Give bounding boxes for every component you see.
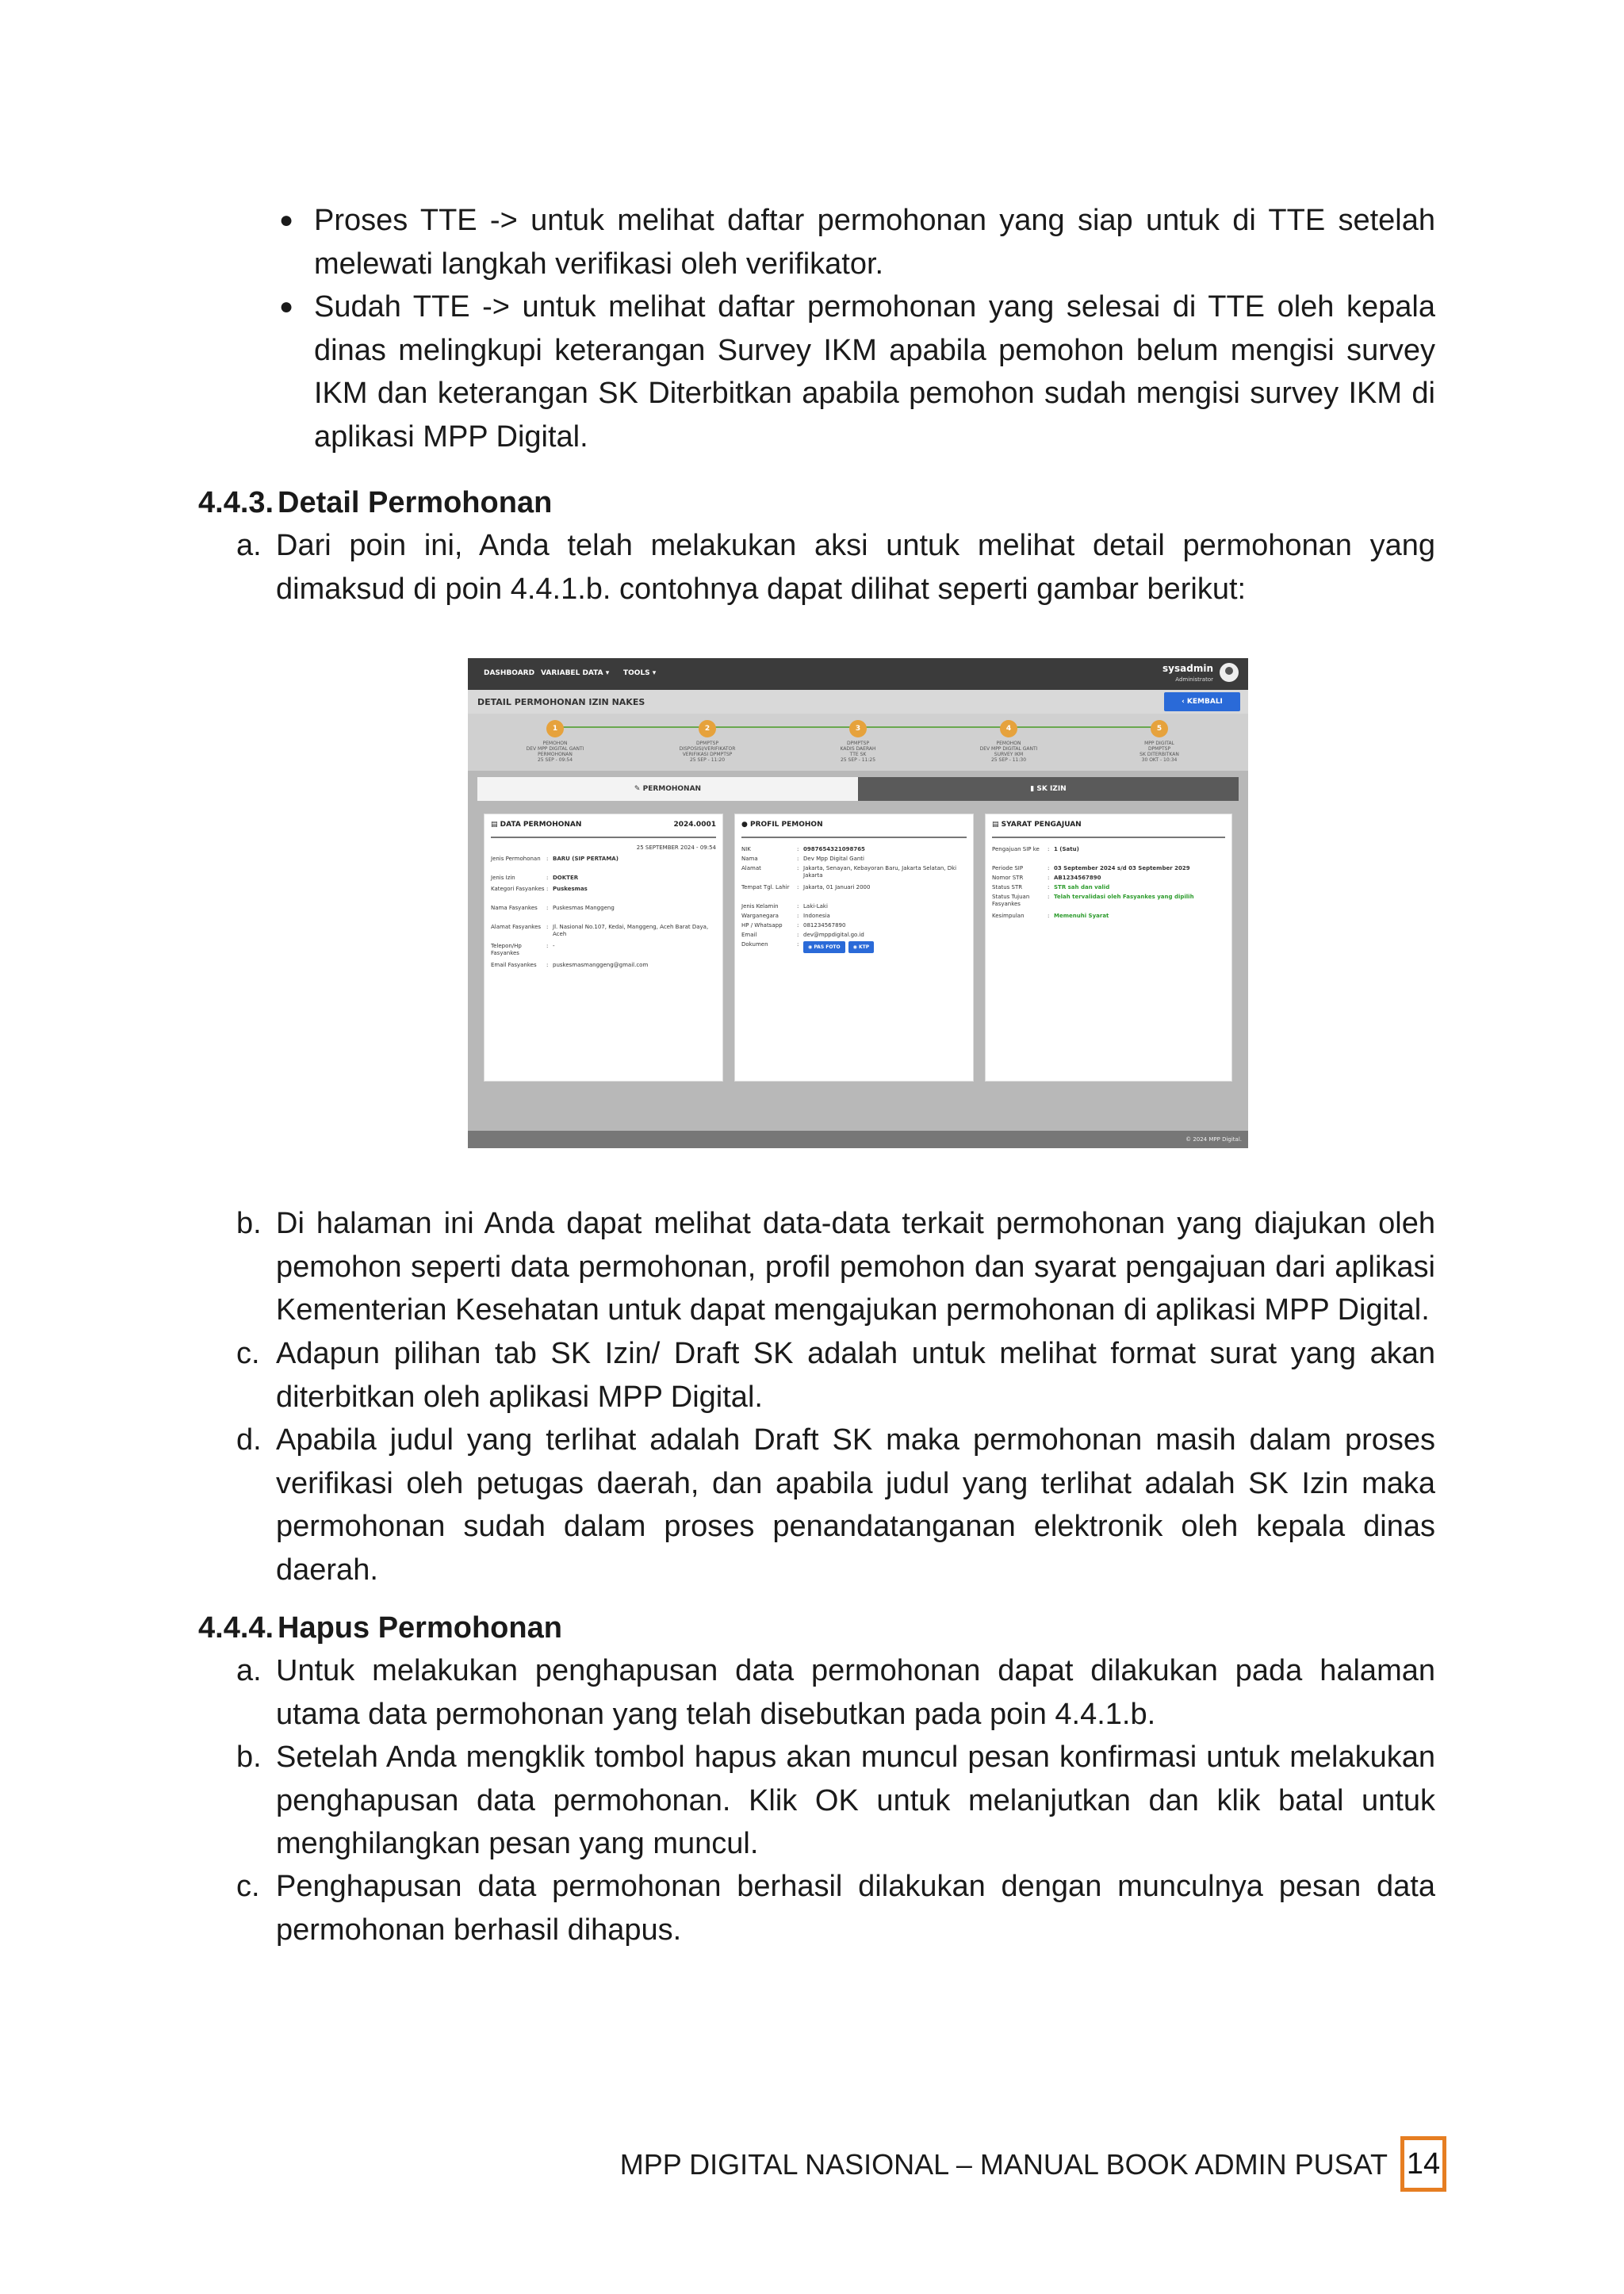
row-key: Tempat Tgl. Lahir: [741, 884, 790, 890]
row-separator: :: [546, 924, 549, 930]
row-key: Status STR: [992, 884, 1023, 890]
row-value: DOKTER: [553, 875, 579, 881]
row-value: Jakarta, Senayan, Kebayoran Baru, Jakarta Selatan, Dki Jakarta: [803, 865, 957, 879]
row-key: Jenis Permohonan: [491, 856, 541, 862]
nav-dashboard[interactable]: DASHBOARD: [484, 669, 535, 677]
row-value: 1 (Satu): [1054, 846, 1079, 852]
row-key: Nama Fasyankes: [491, 905, 538, 911]
step-label: DPMPTSP KADIS DAERAH TTE SK 25 SEP - 11:25: [840, 741, 876, 763]
table-row: [992, 894, 1225, 911]
eye-icon: ◉: [852, 944, 859, 950]
row-value: Jl. Nasional No.107, Kedai, Manggeng, Aceh Barat Daya, Aceh: [553, 924, 709, 937]
row-separator: :: [797, 913, 799, 919]
row-separator: :: [546, 943, 549, 949]
permohonan-number: 2024.0001: [673, 821, 716, 829]
panel-header: [491, 821, 716, 838]
step-dot: 5: [1151, 720, 1168, 737]
row-value: STR sah dan valid: [1054, 884, 1110, 890]
avatar-icon[interactable]: [1220, 663, 1239, 682]
page-number: 14: [1400, 2136, 1446, 2192]
row-separator: :: [1048, 894, 1050, 900]
row-key: Email: [741, 932, 757, 938]
row-value: 0987654321098765: [803, 846, 865, 852]
row-separator: :: [797, 932, 799, 938]
step-item: [508, 720, 603, 763]
user-name: sysadmin: [1162, 663, 1213, 674]
item-marker: b.: [236, 1741, 262, 1774]
section-title-443: Detail Permohonan: [278, 486, 553, 519]
tab-label: SK IZIN: [1036, 785, 1067, 793]
edit-icon: ✎: [634, 785, 643, 793]
section-number-444: 4.4.4.: [198, 1611, 274, 1645]
row-separator: :: [1048, 884, 1050, 890]
step-item: [1112, 720, 1207, 763]
row-separator: :: [546, 856, 549, 862]
copyright: © 2024 MPP Digital.: [1185, 1136, 1242, 1143]
table-row: [491, 924, 716, 941]
row-key: Nomor STR: [992, 875, 1024, 881]
table-row: [741, 941, 967, 956]
chevron-left-icon: ‹: [1182, 698, 1187, 706]
bookmark-icon: ▮: [1030, 785, 1037, 793]
row-separator: :: [797, 856, 799, 862]
tab-permohonan[interactable]: [477, 777, 858, 801]
row-separator: :: [797, 922, 799, 929]
kembali-button[interactable]: [1164, 692, 1240, 711]
row-separator: :: [546, 886, 549, 892]
table-row: [491, 886, 716, 903]
row-value: AB1234567890: [1054, 875, 1101, 881]
table-row: [741, 884, 967, 902]
row-separator: :: [546, 905, 549, 911]
row-value: BARU (SIP PERTAMA): [553, 856, 619, 862]
table-row: [491, 875, 716, 884]
item-marker: b.: [236, 1207, 262, 1240]
item-444-a: Untuk melakukan penghapusan data permohonan dapat dilakukan pada halaman utama data permohonan yang telah disebutkan pada poin 4.4.1.b.: [276, 1654, 1435, 1731]
panel-header: [741, 821, 967, 838]
eye-icon: ◉: [808, 944, 814, 950]
step-dot: 2: [699, 720, 716, 737]
panel-header: [992, 821, 1225, 838]
step-item: [810, 720, 906, 763]
row-value: puskesmasmanggeng@gmail.com: [553, 962, 649, 968]
row-key: Nama: [741, 856, 758, 862]
row-key: HP / Whatsapp: [741, 922, 783, 929]
row-value: -: [553, 943, 555, 949]
row-separator: :: [1048, 875, 1050, 881]
item-marker: d.: [236, 1423, 262, 1457]
tab-label: PERMOHONAN: [642, 785, 702, 793]
row-key: Kesimpulan: [992, 913, 1025, 919]
nav-tools[interactable]: TOOLS ▾: [623, 669, 657, 677]
table-row: [491, 943, 716, 960]
section-title-444: Hapus Permohonan: [278, 1611, 562, 1645]
row-value: dev@mppdigital.go.id: [803, 932, 864, 938]
row-key: Jenis Izin: [491, 875, 515, 881]
row-key: Jenis Kelamin: [741, 903, 779, 910]
kembali-label: KEMBALI: [1186, 698, 1223, 706]
row-value: Memenuhi Syarat: [1054, 913, 1109, 919]
row-value: Dev Mpp Digital Ganti: [803, 856, 864, 862]
button-label: PAS FOTO: [814, 944, 841, 950]
document-icon: ▤: [992, 821, 1002, 829]
row-key: NIK: [741, 846, 751, 852]
row-key: Periode SIP: [992, 865, 1024, 871]
step-label: MPP DIGITAL DPMPTSP SK DITERBITKAN 30 OKT - 10:34: [1139, 741, 1179, 763]
row-key: Email Fasyankes: [491, 962, 537, 968]
row-key: Warganegara: [741, 913, 779, 919]
panel-title: SYARAT PENGAJUAN: [1001, 821, 1082, 829]
step-label: PEMOHON DEV MPP DIGITAL GANTI PERMOHONAN 25 SEP - 09:54: [526, 741, 584, 763]
row-separator: :: [1048, 913, 1050, 919]
table-row: [491, 856, 716, 873]
panel-profil-pemohon: [734, 814, 974, 1082]
row-separator: :: [797, 865, 799, 871]
item-443-a: Dari poin ini, Anda telah melakukan aksi untuk melihat detail permohonan yang dimaksud di poin 4.4.1.b. contohnya dapat dilihat seperti gambar berikut:: [276, 529, 1435, 606]
panel-syarat-pengajuan: [985, 814, 1232, 1082]
step-item: [660, 720, 755, 763]
detail-tabs: [477, 777, 1239, 801]
user-icon: ●: [741, 821, 750, 829]
step-dot: 1: [546, 720, 564, 737]
row-value: Laki-Laki: [803, 903, 828, 910]
bullet-dot: ●: [279, 293, 294, 320]
panel-title: PROFIL PEMOHON: [750, 821, 823, 829]
step-item: [961, 720, 1056, 763]
bullet-proses-tte: Proses TTE -> untuk melihat daftar permohonan yang siap untuk di TTE setelah melewati langkah verifikasi oleh verifikator.: [314, 204, 1435, 281]
row-value: 081234567890: [803, 922, 846, 929]
table-row: [491, 905, 716, 922]
top-navbar: [468, 658, 1248, 690]
item-marker: a.: [236, 1654, 262, 1687]
item-marker: c.: [236, 1337, 260, 1370]
progress-stepper: [468, 714, 1248, 771]
row-separator: :: [1048, 865, 1050, 871]
detail-permohonan-screenshot: [468, 658, 1248, 1148]
section-number-443: 4.4.3.: [198, 486, 274, 519]
item-443-b: Di halaman ini Anda dapat melihat data-data terkait permohonan yang diajukan oleh pemohon seperti data permohonan, profil pemohon dan syarat pengajuan dari aplikasi Kementerian Kesehatan untuk dapat mengajukan permohonan di aplikasi MPP Digital.: [276, 1207, 1435, 1327]
step-dot: 4: [1000, 720, 1017, 737]
panel-data-permohonan: [484, 814, 723, 1082]
row-separator: :: [797, 941, 799, 948]
row-value: Indonesia: [803, 913, 830, 919]
permohonan-date: 25 SEPTEMBER 2024 - 09:54: [636, 844, 716, 851]
item-444-c: Penghapusan data permohonan berhasil dilakukan dengan munculnya pesan data permohonan berhasil dihapus.: [276, 1870, 1435, 1947]
bullet-sudah-tte: Sudah TTE -> untuk melihat daftar permohonan yang selesai di TTE oleh kepala dinas melingkupi keterangan Survey IKM apabila pemohon belum mengisi survey IKM dan keterangan SK Diterbitkan apabila pemohon sudah mengisi survey IKM di aplikasi MPP Digital.: [314, 290, 1435, 454]
row-key: Alamat Fasyankes: [491, 924, 542, 930]
step-dot: 3: [849, 720, 867, 737]
pas-foto-button[interactable]: [803, 941, 845, 953]
row-key: Telepon/Hp Fasyankes: [491, 943, 522, 956]
row-key: Pengajuan SIP ke: [992, 846, 1040, 852]
screenshot-footer: [468, 1131, 1248, 1148]
row-separator: :: [797, 884, 799, 890]
row-key: Kategori Fasyankes: [491, 886, 545, 892]
bullet-dot: ●: [279, 207, 294, 233]
row-separator: :: [797, 846, 799, 852]
row-value: Jakarta, 01 Januari 2000: [803, 884, 871, 890]
page-title: DETAIL PERMOHONAN IZIN NAKES: [477, 697, 645, 707]
table-row: [491, 962, 716, 979]
row-separator: :: [546, 962, 549, 968]
item-443-d: Apabila judul yang terlihat adalah Draft SK maka permohonan masih dalam proses verifikasi oleh petugas daerah, dan apabila judul yang terlihat adalah SK Izin maka permohonan sudah dalam proses penandatanganan elektronik oleh kepala dinas daerah.: [276, 1423, 1435, 1587]
nav-variabel-data[interactable]: VARIABEL DATA ▾: [541, 669, 610, 677]
page-titlebar: [468, 690, 1248, 714]
table-row: [741, 865, 967, 883]
ktp-button[interactable]: [848, 941, 874, 953]
row-separator: :: [1048, 846, 1050, 852]
row-separator: :: [546, 875, 549, 881]
item-444-b: Setelah Anda mengklik tombol hapus akan muncul pesan konfirmasi untuk melakukan penghapusan data permohonan. Klik OK untuk melanjutkan dan klik batal untuk menghilangkan pesan yang muncul.: [276, 1741, 1435, 1860]
row-value: Puskesmas: [553, 886, 588, 892]
user-role: Administrator: [1175, 676, 1213, 683]
table-row: [992, 846, 1225, 864]
panel-title: DATA PERMOHONAN: [500, 821, 582, 829]
row-key: Dokumen: [741, 941, 768, 948]
page-footer-title: MPP DIGITAL NASIONAL – MANUAL BOOK ADMIN PUSAT: [619, 2148, 1388, 2181]
step-label: DPMPTSP DISPOSISI/VERIFIKATOR VERIFIKASI DPMPTSP 25 SEP - 11:20: [679, 741, 736, 763]
row-key: Status Tujuan Fasyankes: [992, 894, 1030, 907]
tab-sk-izin[interactable]: [858, 777, 1239, 801]
item-marker: a.: [236, 529, 262, 562]
document-buttons: [803, 941, 946, 953]
row-key: Alamat: [741, 865, 761, 871]
item-443-c: Adapun pilihan tab SK Izin/ Draft SK adalah untuk melihat format surat yang akan diterbitkan oleh aplikasi MPP Digital.: [276, 1337, 1435, 1414]
step-label: PEMOHON DEV MPP DIGITAL GANTI SURVEY IKM 25 SEP - 11:30: [979, 741, 1038, 763]
row-value: Telah tervalidasi oleh Fasyankes yang dipilih: [1054, 894, 1194, 900]
file-icon: ▤: [491, 821, 500, 829]
row-value: 03 September 2024 s/d 03 September 2029: [1054, 865, 1190, 871]
row-separator: :: [797, 903, 799, 910]
item-marker: c.: [236, 1870, 260, 1903]
button-label: KTP: [858, 944, 870, 950]
row-value: Puskesmas Manggeng: [553, 905, 615, 911]
